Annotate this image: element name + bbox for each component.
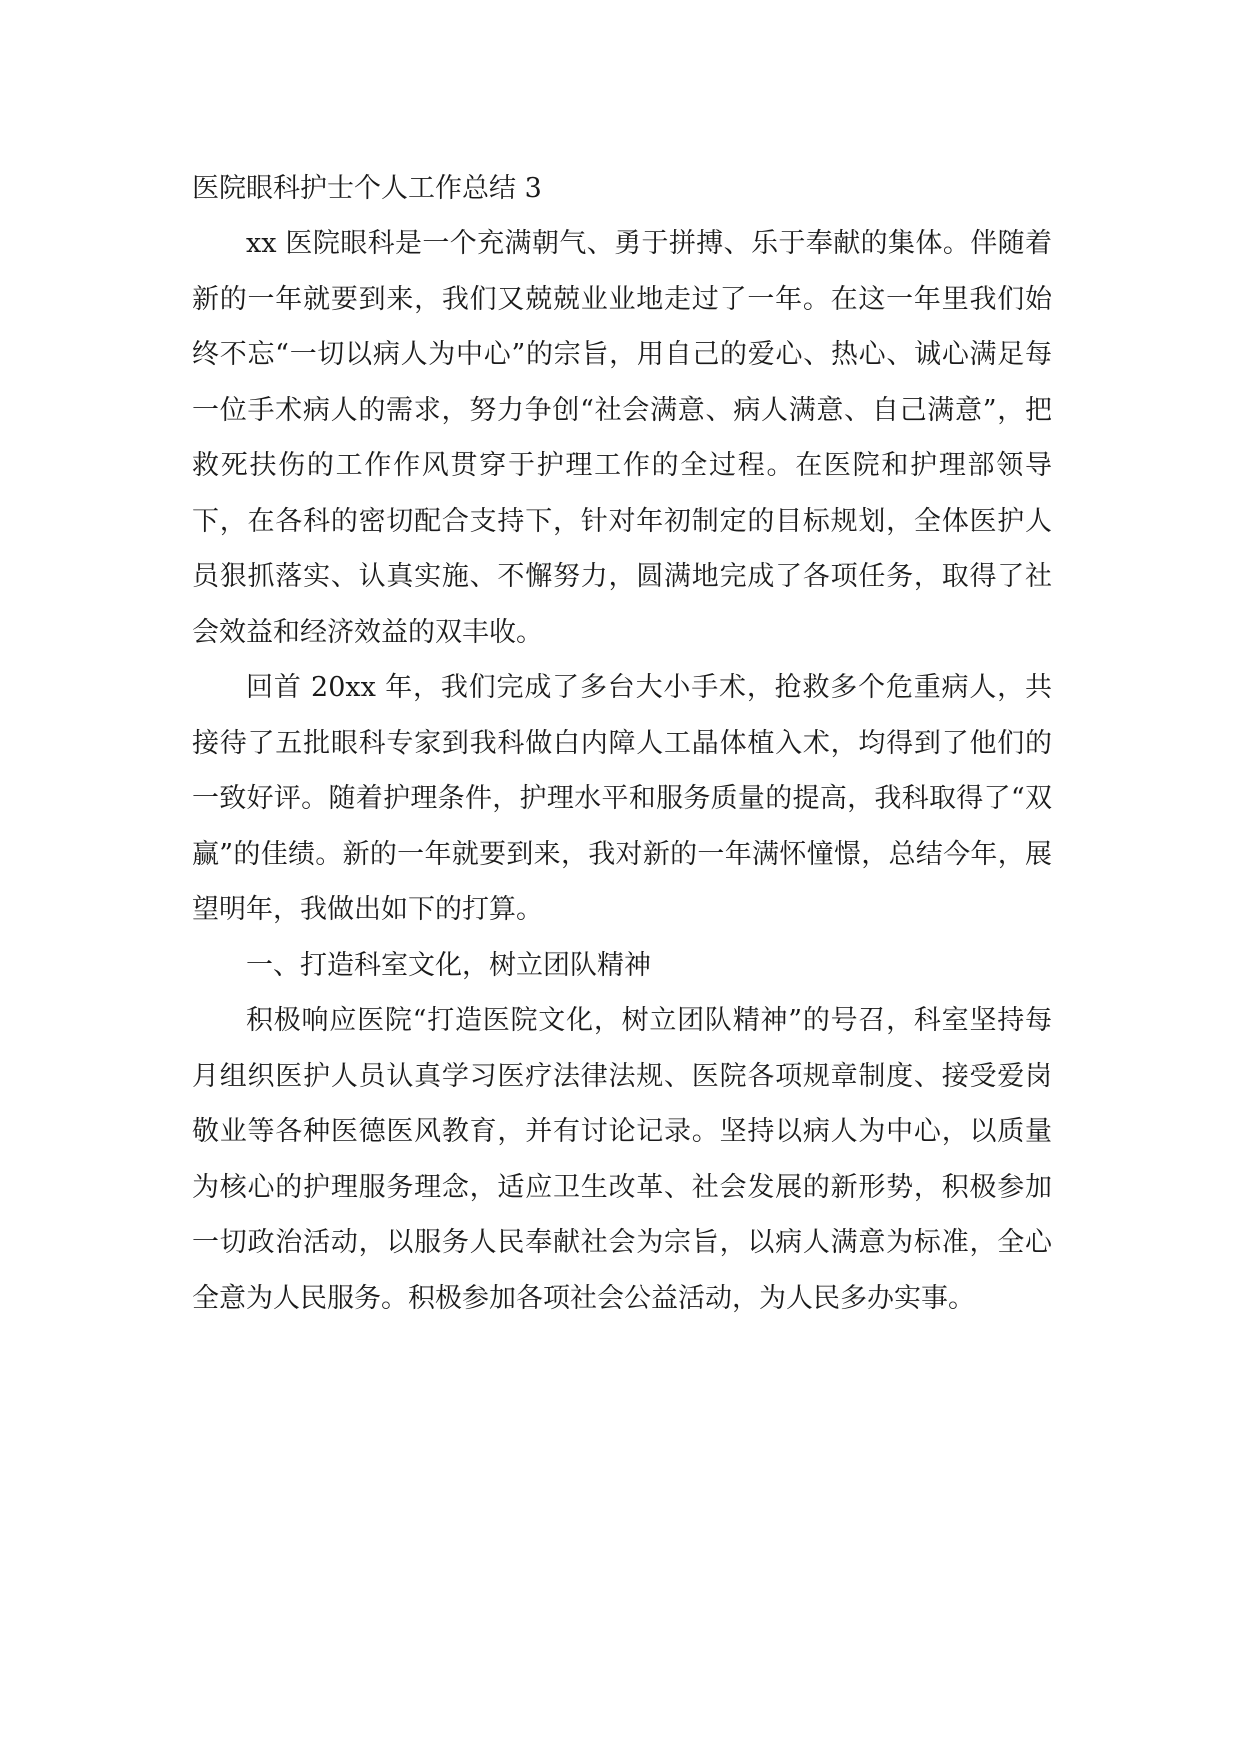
- paragraph-section-culture: 积极响应医院“打造医院文化，树立团队精神”的号召，科室坚持每月组织医护人员认真学习医疗法律法规、医院各项规章制度、接受爱岗敬业等各种医德医风教育，并有讨论记录。坚持以病人为中心，以质量为核心的护理服务理念，适应卫生改革、社会发展的新形势，积极参加一切政治活动，以服务人民奉献社会为宗旨，以病人满意为标准，全心全意为人民服务。积极参加各项社会公益活动，为人民多办实事。: [192, 1005, 1052, 1314]
- paragraph-intro: xx 医院眼科是一个充满朝气、勇于拼搏、乐于奉献的集体。伴随着新的一年就要到来，我们又兢兢业业地走过了一年。在这一年里我们始终不忘“一切以病人为中心”的宗旨，用自己的爱心、热心、诚心满足每一位手术病人的需求，努力争创“社会满意、病人满意、自己满意”，把救死扶伤的工作作风贯穿于护理工作的全过程。在医院和护理部领导下，在各科的密切配合支持下，针对年初制定的目标规划，全体医护人员狠抓落实、认真实施、不懈努力，圆满地完成了各项任务，取得了社会效益和经济效益的双丰收。: [192, 228, 1052, 648]
- document-body: [192, 162, 1052, 1326]
- paragraph-review: 回首 20xx 年，我们完成了多台大小手术，抢救多个危重病人，共接待了五批眼科专家到我科做白内障人工晶体植入术，均得到了他们的一致好评。随着护理条件，护理水平和服务质量的提高，我科取得了“双赢”的佳绩。新的一年就要到来，我对新的一年满怀憧憬，总结今年，展望明年，我做出如下的打算。: [192, 672, 1052, 925]
- section-heading: 一、打造科室文化，树立团队精神: [246, 949, 651, 981]
- document-title: 医院眼科护士个人工作总结 3: [192, 173, 542, 204]
